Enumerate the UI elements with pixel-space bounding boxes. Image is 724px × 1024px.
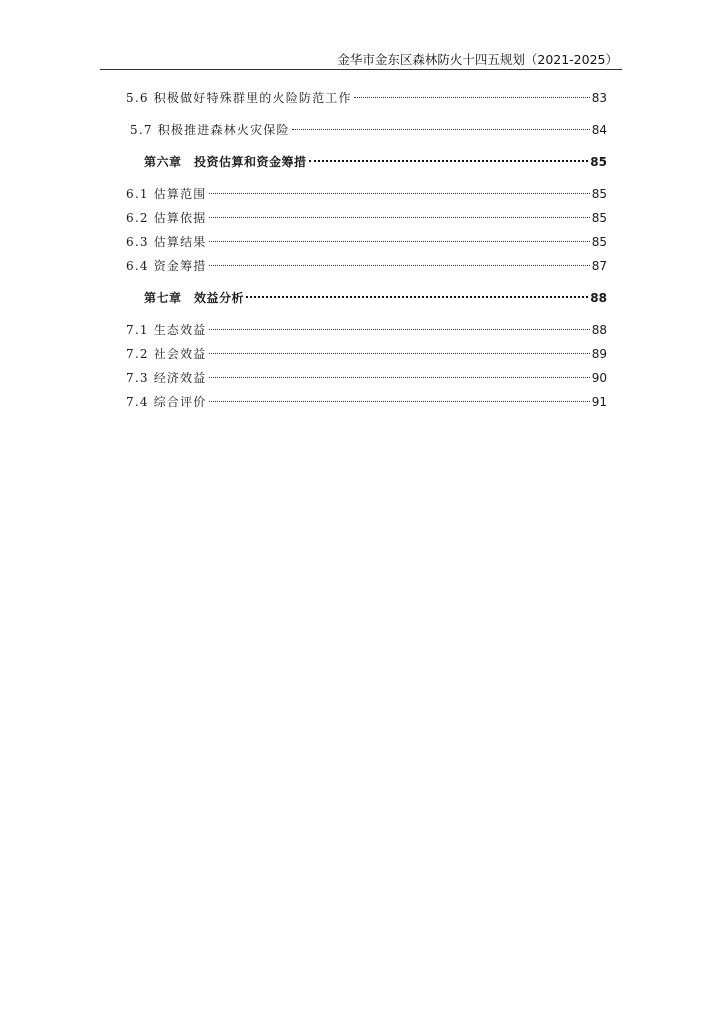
toc-entry-7-2[interactable] — [126, 344, 607, 364]
toc-entry-5-6[interactable] — [126, 88, 607, 108]
toc-entry-page: 90 — [591, 371, 607, 385]
toc-entry-label: 6.3 估算结果 — [126, 235, 207, 249]
toc-entry-page: 84 — [591, 123, 607, 137]
toc-entry-page: 89 — [591, 347, 607, 361]
toc-entry-page: 85 — [591, 211, 607, 225]
dot-leader — [209, 241, 590, 242]
toc-entry-chapter-6[interactable] — [126, 152, 607, 172]
dot-leader — [209, 401, 590, 402]
toc-entry-page: 88 — [591, 323, 607, 337]
toc-entry-page: 85 — [591, 235, 607, 249]
dot-leader — [209, 265, 590, 266]
toc-entry-label: 6.1 估算范围 — [126, 187, 207, 201]
toc-entry-page: 83 — [591, 91, 607, 105]
toc-entry-7-1[interactable] — [126, 320, 607, 340]
dot-leader — [209, 193, 590, 194]
toc-entry-label: 第六章 投资估算和资金筹措 — [144, 155, 307, 169]
toc-entry-7-3[interactable] — [126, 368, 607, 388]
toc-entry-label: 7.1 生态效益 — [126, 323, 207, 337]
dot-leader — [246, 296, 588, 298]
toc-entry-label: 5.7 积极推进森林火灾保险 — [130, 123, 290, 137]
toc-entry-7-4[interactable] — [126, 392, 607, 412]
dot-leader — [209, 329, 590, 330]
document-title: 金华市金东区森林防火十四五规划（2021-2025） — [337, 52, 618, 67]
dot-leader — [209, 217, 590, 218]
toc-entry-label: 7.2 社会效益 — [126, 347, 207, 361]
toc-entry-6-1[interactable] — [126, 184, 607, 204]
toc-entry-6-2[interactable] — [126, 208, 607, 228]
toc-entry-page: 85 — [590, 155, 607, 169]
toc-entry-5-7[interactable] — [126, 120, 607, 140]
toc-entry-label: 5.6 积极做好特殊群里的火险防范工作 — [126, 91, 352, 105]
toc-entry-label: 7.3 经济效益 — [126, 371, 207, 385]
toc-entry-page: 85 — [591, 187, 607, 201]
toc-entry-page: 87 — [591, 259, 607, 273]
toc-entry-label: 6.2 估算依据 — [126, 211, 207, 225]
toc-entry-label: 第七章 效益分析 — [144, 291, 245, 305]
page-header — [100, 46, 622, 70]
toc-entry-page: 91 — [591, 395, 607, 409]
dot-leader — [354, 97, 590, 98]
dot-leader — [209, 377, 590, 378]
toc-entry-page: 88 — [590, 291, 607, 305]
toc-entry-label: 7.4 综合评价 — [126, 395, 207, 409]
dot-leader — [209, 353, 590, 354]
dot-leader — [309, 160, 589, 162]
toc-entry-6-4[interactable] — [126, 256, 607, 276]
toc-entry-label: 6.4 资金筹措 — [126, 259, 207, 273]
toc-entry-6-3[interactable] — [126, 232, 607, 252]
toc-entry-chapter-7[interactable] — [126, 288, 607, 308]
dot-leader — [292, 129, 590, 130]
